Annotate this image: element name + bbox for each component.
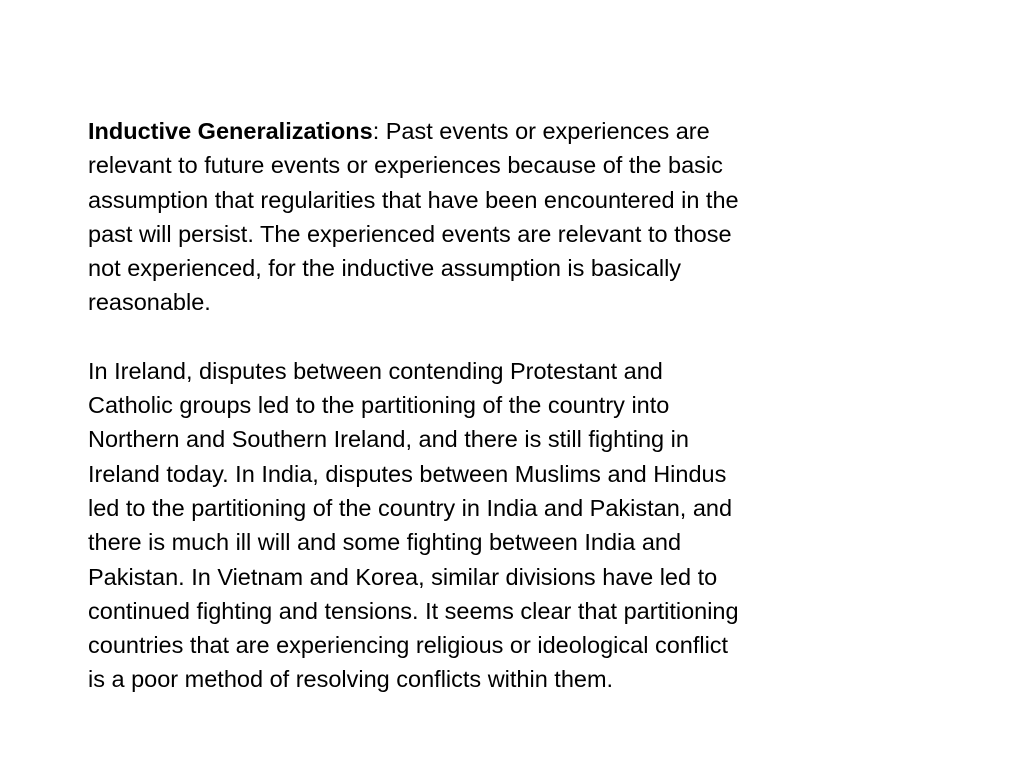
- definition-line: past will persist. The experienced events are relevant to those: [88, 220, 732, 247]
- slide-text-block: [88, 114, 888, 697]
- example-line: Catholic groups led to the partitioning of the country into: [88, 392, 670, 419]
- example-line: is a poor method of resolving conflicts within them.: [88, 666, 614, 693]
- example-paragraph: [88, 354, 888, 697]
- example-line: continued fighting and tensions. It seems clear that partitioning: [88, 597, 739, 624]
- definition-line: assumption that regularities that have been encountered in the: [88, 186, 739, 213]
- example-line: In Ireland, disputes between contending Protestant and: [88, 357, 663, 384]
- example-line: there is much ill will and some fighting between India and: [88, 529, 682, 556]
- definition-line: not experienced, for the inductive assumption is basically: [88, 255, 682, 282]
- example-line: Northern and Southern Ireland, and there is still fighting in: [88, 426, 689, 453]
- definition-line: reasonable.: [88, 289, 211, 316]
- definition-separator: :: [372, 118, 380, 144]
- definition-term: Inductive Generalizations: [88, 118, 373, 144]
- example-line: led to the partitioning of the country in India and Pakistan, and: [88, 494, 733, 521]
- example-line: countries that are experiencing religious or ideological conflict: [88, 632, 729, 659]
- definition-paragraph: [88, 114, 888, 320]
- definition-line: Past events or experiences are: [379, 118, 710, 144]
- example-line: Pakistan. In Vietnam and Korea, similar divisions have led to: [88, 563, 718, 590]
- example-line: Ireland today. In India, disputes between Muslims and Hindus: [88, 460, 727, 487]
- definition-line: relevant to future events or experiences because of the basic: [88, 152, 723, 179]
